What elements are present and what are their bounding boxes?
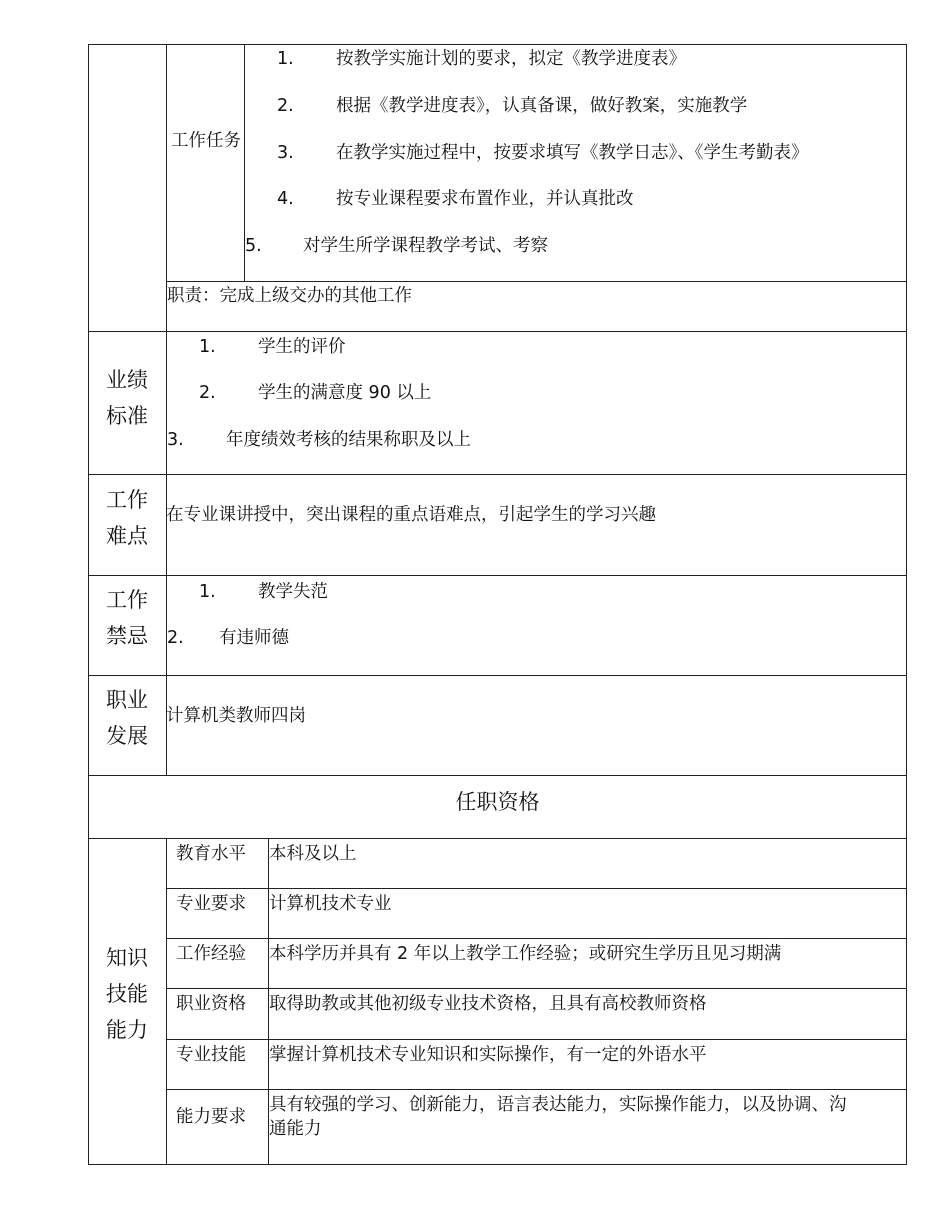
task-item xyxy=(277,95,294,117)
prohibition-label-line: 禁忌 xyxy=(106,624,148,648)
task-number: 1. xyxy=(277,49,294,69)
qualification-value: 本科学历并具有 2 年以上教学工作经验；或研究生学历且见习期满 xyxy=(269,944,782,964)
prohibition-text: 有违师德 xyxy=(219,628,289,648)
qualification-key: 工作经验 xyxy=(176,944,246,964)
task-text: 对学生所学课程教学考试、考察 xyxy=(303,236,548,256)
prohibition-label-line: 工作 xyxy=(106,588,148,612)
task-item xyxy=(245,235,262,257)
performance-label-line: 标准 xyxy=(106,404,148,428)
task-text: 按教学实施计划的要求，拟定《教学进度表》 xyxy=(336,49,686,69)
career-label-line: 发展 xyxy=(106,724,148,748)
qualification-value: 本科及以上 xyxy=(269,844,357,864)
task-item xyxy=(277,48,294,70)
qualification-value: 具有较强的学习、创新能力，语言表达能力，实际操作能力，以及协调、沟 xyxy=(269,1095,847,1115)
qualification-key: 教育水平 xyxy=(176,844,246,864)
task-number: 4. xyxy=(277,189,294,209)
duty-text: 职责：完成上级交办的其他工作 xyxy=(167,286,412,306)
qualification-value: 取得助教或其他初级专业技术资格，且具有高校教师资格 xyxy=(269,994,707,1014)
qualification-group-label-line: 知识 xyxy=(106,946,148,970)
prohibition-number: 2. xyxy=(167,628,184,648)
qualification-title: 任职资格 xyxy=(455,790,540,814)
prohibition-text: 教学失范 xyxy=(258,582,328,602)
performance-text: 年度绩效考核的结果称职及以上 xyxy=(226,430,471,450)
difficulty-label-line: 难点 xyxy=(106,524,148,548)
qualification-value: 计算机技术专业 xyxy=(269,894,392,914)
qualification-key: 专业技能 xyxy=(176,1045,246,1065)
performance-number: 2. xyxy=(199,383,216,403)
difficulty-label xyxy=(88,482,166,554)
difficulty-label-line: 工作 xyxy=(106,488,148,512)
task-text: 按专业课程要求布置作业，并认真批改 xyxy=(336,189,634,209)
qualification-group-label xyxy=(88,940,166,1048)
qualification-group-label-line: 技能 xyxy=(106,982,148,1006)
task-item xyxy=(277,142,294,164)
performance-number: 3. xyxy=(167,430,184,450)
task-text: 根据《教学进度表》，认真备课，做好教案，实施教学 xyxy=(336,96,748,116)
work-tasks-label: 工作任务 xyxy=(171,131,241,151)
qualification-key: 能力要求 xyxy=(176,1107,246,1127)
performance-label-line: 业绩 xyxy=(106,368,148,392)
task-number: 3. xyxy=(277,143,294,163)
career-text: 计算机类教师四岗 xyxy=(166,706,306,726)
qualification-key: 专业要求 xyxy=(176,894,246,914)
performance-label xyxy=(88,362,166,434)
qualification-group-label-line: 能力 xyxy=(106,1018,148,1042)
career-label xyxy=(88,682,166,754)
prohibition-number: 1. xyxy=(199,582,216,602)
task-number: 5. xyxy=(245,236,262,256)
qualification-value: 掌握计算机技术专业知识和实际操作，有一定的外语水平 xyxy=(269,1045,707,1065)
difficulty-text: 在专业课讲授中，突出课程的重点语难点，引起学生的学习兴趣 xyxy=(166,505,656,525)
task-number: 2. xyxy=(277,96,294,116)
performance-number: 1. xyxy=(199,337,216,357)
task-item xyxy=(277,188,294,210)
qualification-key: 职业资格 xyxy=(176,994,246,1014)
prohibition-label xyxy=(88,582,166,654)
performance-text: 学生的评价 xyxy=(258,337,346,357)
performance-text: 学生的满意度 90 以上 xyxy=(258,383,432,403)
career-label-line: 职业 xyxy=(106,688,148,712)
task-text: 在教学实施过程中，按要求填写《教学日志》、《学生考勤表》 xyxy=(336,143,809,163)
qualification-value: 通能力 xyxy=(269,1119,322,1139)
